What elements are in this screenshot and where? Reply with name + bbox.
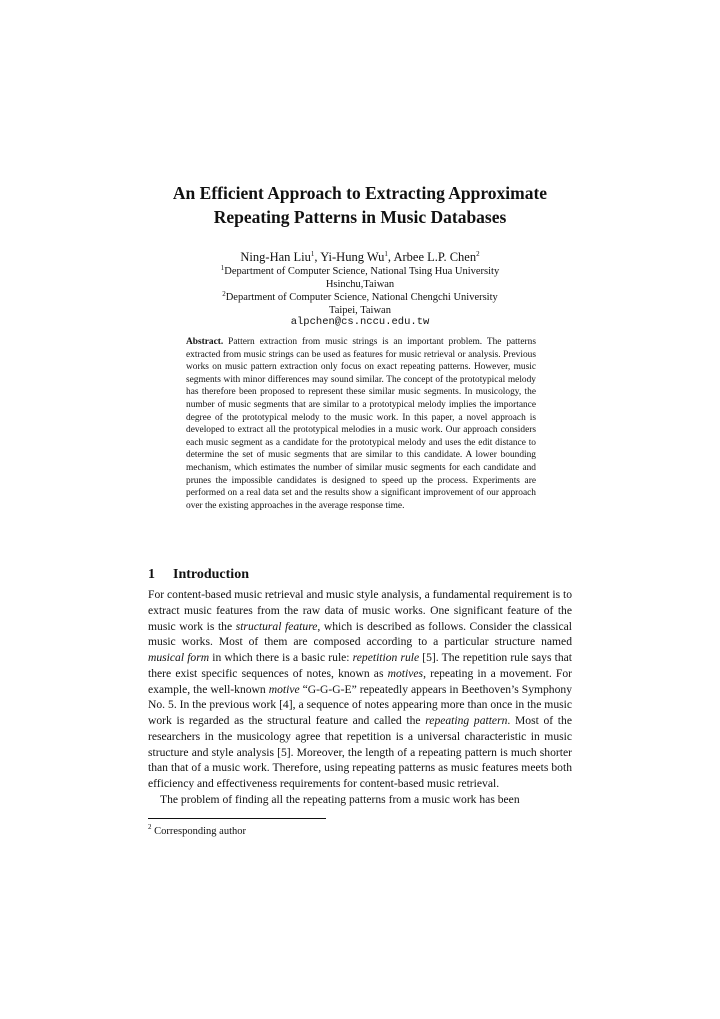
footnote-text: Corresponding author xyxy=(151,826,246,837)
affiliation-text: Department of Computer Science, National Chengchi University xyxy=(225,292,498,303)
emphasis: motive xyxy=(268,682,300,696)
section-heading xyxy=(148,567,249,583)
title-line-1: An Efficient Approach to Extracting Approximate xyxy=(172,183,548,203)
author-name: Ning-Han Liu xyxy=(240,250,311,264)
footnote xyxy=(148,823,246,837)
author-affil-mark: 2 xyxy=(476,250,480,258)
paper-title xyxy=(0,181,720,229)
emphasis: repetition rule xyxy=(352,651,420,664)
text-run: . Most of the researchers in the musicology agree that repetition is a universal characteristic in music structure and style analysis [5]. Moreover, the length of a repeating pattern is much shorter than that of a music work. Therefore, using repeating patterns as music features meets both efficiency and effectiveness requirements for content-based music retrieval. xyxy=(148,714,572,790)
text-run: , which is described as follows. Consider the classical music works. Most of them are composed according to a particular structure named xyxy=(148,619,572,649)
abstract-label: Abstract. xyxy=(186,337,224,347)
affiliation-mark: 1 xyxy=(220,264,225,272)
affiliation-mark: 2 xyxy=(222,290,226,298)
text-run: in which there is a basic rule: xyxy=(209,651,353,664)
section-number: 1 xyxy=(148,567,155,582)
affiliation-1 xyxy=(0,265,720,278)
author-email[interactable]: alpchen@cs.nccu.edu.tw xyxy=(290,316,430,328)
emphasis: structural feature xyxy=(235,619,318,633)
text-run: For content-based music retrieval and music style analysis, a fundamental requirement is to extract music features from the raw data of music works. One significant feature of the music work is the xyxy=(148,588,573,633)
affiliation-1-city: Hsinchu,Taiwan xyxy=(325,279,395,290)
title-line-2: Repeating Patterns in Music Databases xyxy=(213,207,507,227)
footnote-divider xyxy=(148,818,326,819)
intro-paragraph-1 xyxy=(148,587,572,792)
emphasis: repeating pattern xyxy=(425,714,508,727)
author-name: Yi-Hung Wu xyxy=(320,250,385,264)
author-affil-mark: 1 xyxy=(310,250,315,258)
abstract xyxy=(186,336,536,512)
text-run: [5]. The repetition rule says that there exist specific sequences of notes, known as xyxy=(148,651,572,680)
affiliation-2-city: Taipei, Taiwan xyxy=(329,305,391,316)
text-run: “G-G-G-E” repeatedly appears in Beethoven’s Symphony No. 5. In the previous work [4], a sequence of notes appearing more than once in the music work is regarded as the structural feature and called the xyxy=(148,682,572,727)
emphasis: musical form xyxy=(148,651,210,664)
text-run: , repeating in a movement. For example, the well-known xyxy=(148,666,572,696)
abstract-text: Pattern extraction from music strings is an important problem. The patterns extracted from music strings can be used as features for music retrieval or analysis. Previous works on music pattern extraction only focus on exact repeating patterns. However, music segments with minor differences may sound similar. The concept of the prototypical melody has therefore been proposed to represent these similar music segments. In musicology, the number of music segments that are similar to a prototypical melody implies the importance degree of the prototypical melody to the music work. In this paper, a novel approach is developed to extract all the prototypical melodies in a music work. Our approach considers each music segment as a candidate for the prototypical melody and uses the edit distance to determine the set of music segments that are similar to this candidate. A lower bounding mechanism, which estimates the number of similar music segments for each candidate and prunes the impossible candidates is designed to speed up the process. Experiments are performed on a real data set and the results show a significant improvement of our approach over the existing approaches in the average response time. xyxy=(186,337,536,511)
affiliation-text: Department of Computer Science, National Tsing Hua University xyxy=(224,266,500,277)
affiliation-2 xyxy=(0,291,720,304)
intro-paragraph-2: The problem of finding all the repeating patterns from a music work has been xyxy=(160,792,520,806)
emphasis: motives xyxy=(387,666,424,680)
author-affil-mark: 1 xyxy=(384,250,388,258)
author-name: Arbee L.P. Chen xyxy=(393,250,477,264)
footnote-mark: 2 xyxy=(148,823,152,831)
section-title: Introduction xyxy=(173,567,249,582)
section-body xyxy=(148,587,572,808)
author-list: Ning-Han Liu$^1$, Yi-Hung Wu$^1$, Arbee L.P. Chen$^2$ xyxy=(240,250,480,264)
